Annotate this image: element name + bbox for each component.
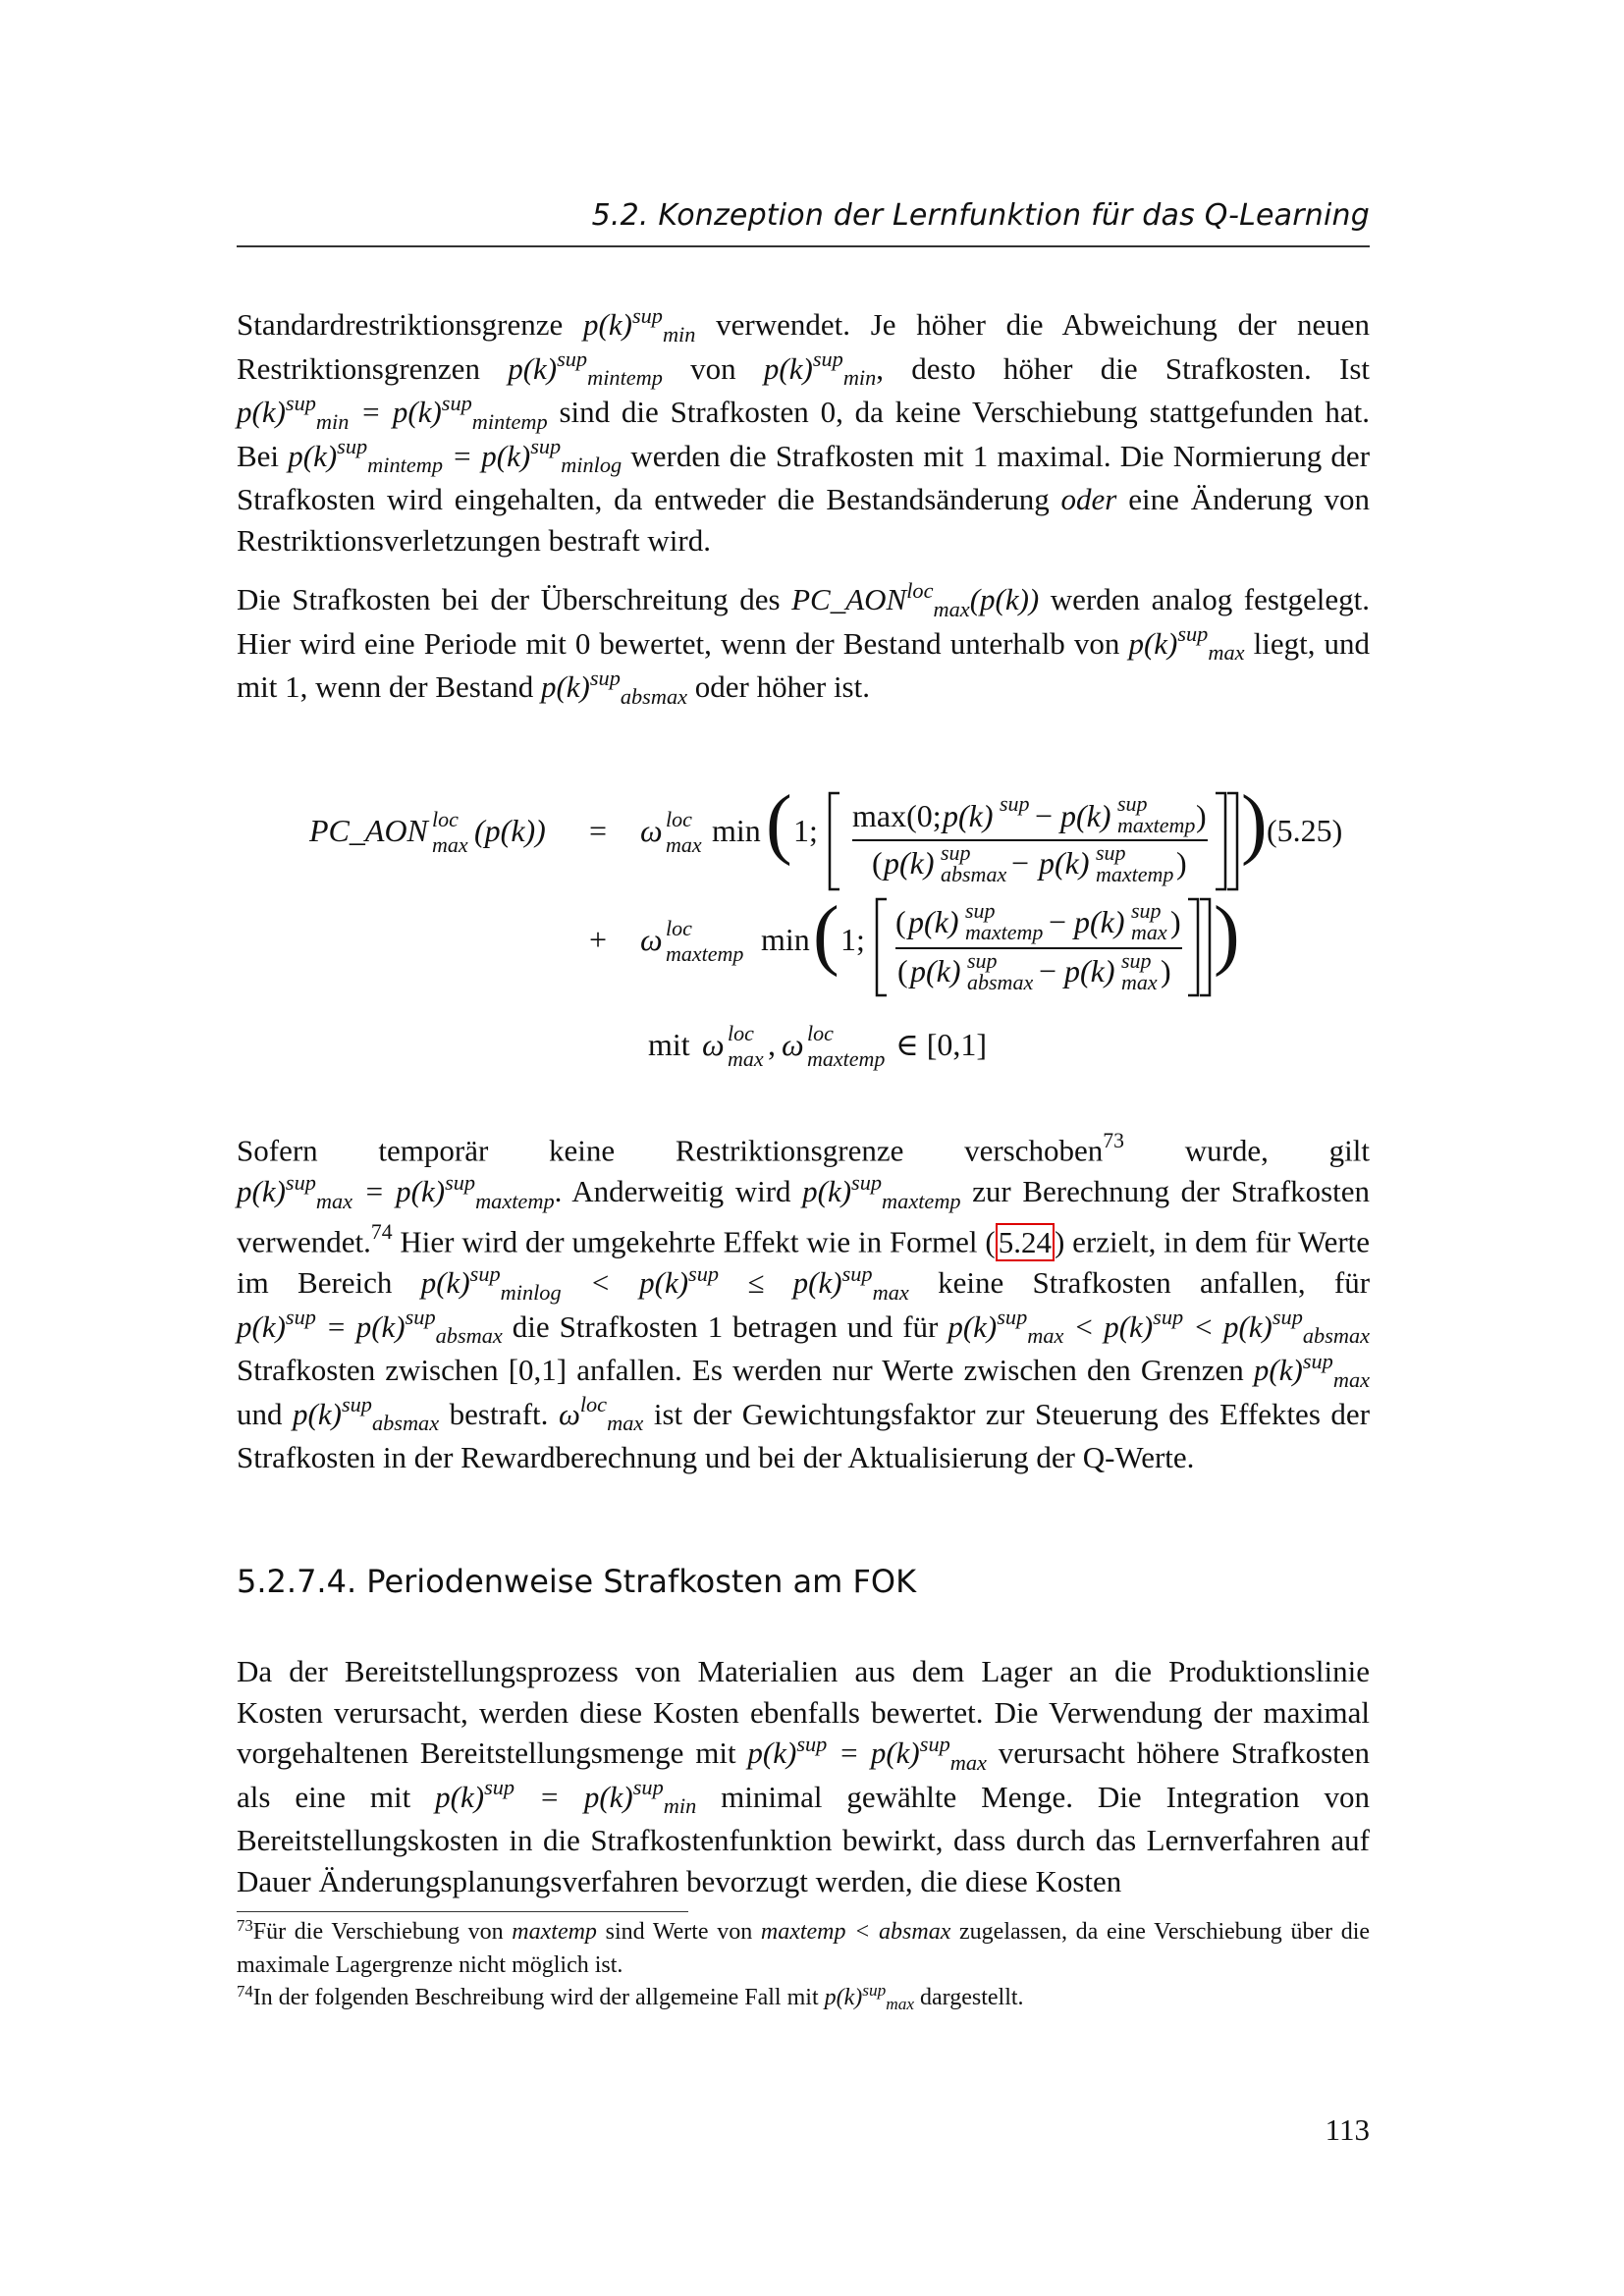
svg-text:p(k): p(k)	[884, 845, 935, 881]
svg-text:p(k): p(k)	[1074, 904, 1125, 939]
svg-text:sup: sup	[1117, 791, 1148, 816]
page-number: 113	[1325, 2112, 1370, 2147]
svg-text:): )	[1214, 891, 1240, 978]
running-title: 5.2. Konzeption der Lernfunktion für das Q-Learning	[591, 198, 1370, 233]
svg-text:p(k): p(k)	[1064, 953, 1115, 988]
svg-text:ω: ω	[640, 813, 663, 848]
svg-text:loc: loc	[666, 916, 692, 940]
svg-text:(: (	[895, 904, 906, 939]
svg-text:sup: sup	[1121, 948, 1152, 973]
svg-text:max(0;: max(0;	[852, 798, 942, 833]
svg-text:loc: loc	[666, 807, 692, 831]
svg-text:p(k): p(k)	[910, 953, 961, 988]
svg-text:): )	[1161, 953, 1171, 988]
svg-text:1;: 1;	[840, 922, 865, 957]
svg-text:(: (	[766, 780, 792, 867]
svg-text:−: −	[1011, 845, 1030, 881]
svg-text:absmax: absmax	[967, 970, 1034, 994]
svg-text:p(k): p(k)	[1039, 845, 1090, 881]
svg-text:max: max	[728, 1046, 764, 1071]
footnote-ref-74[interactable]: 74	[370, 1220, 393, 1245]
svg-text:): )	[1241, 780, 1268, 867]
svg-text:p(k): p(k)	[908, 904, 959, 939]
svg-text:(: (	[872, 845, 883, 881]
svg-text:−: −	[1039, 953, 1057, 988]
paragraph-3: Sofern temporär keine Restriktionsgrenze verschoben$^{73}$ wurde, gilt $p(k)^{sup}_{max} = p(k)^{sup}_{maxtemp}$. Anderweitig wird $p(k)^{sup}_{maxtemp}$ zur Berechnung der Strafkosten verwendet.$^{74}$ Hier wird der umgekehrte Effekt wie in Formel (5.24) erzielt, in dem für Werte im Bereich $p(k)^{sup}_{minlog} < p(k)^{sup} \le p(k)^{sup}_{max}$ keine Strafkosten anfallen, für $p(k)^{sup} = p(k)^{sup}_{absmax}$ die Strafkosten 1 betragen und für $p(k)^{sup}_{max} < p(k)^{sup} < p(k)^{sup}_{absmax}$ Strafkosten zwischen [0,1] anfallen. Es werden nur Werte zwischen den Grenzen $p(k)^{sup}_{max}$ und $p(k)^{sup}_{absmax}$ bestraft. $\omega^{loc}_{max}$ ist der Gewichtungsfaktor zur Steuerung des Effektes der Strafkosten in der Rewardberechnung und bei der Aktualisierung der Q-Werte.	[237, 1128, 1371, 1475]
svg-text:mit: mit	[648, 1027, 690, 1062]
svg-text:max: max	[666, 832, 702, 857]
section-heading: 5.2.7.4. Periodenweise Strafkosten am FOK	[237, 1563, 917, 1600]
eq-lhs: PC_AON	[309, 813, 428, 848]
equation-5-25	[295, 775, 1375, 1090]
svg-text:loc: loc	[807, 1021, 834, 1045]
equation-number: (5.25)	[1267, 813, 1343, 848]
svg-text:sup: sup	[1000, 791, 1030, 816]
paragraph-1: Standardrestriktionsgrenze $p(k)^{sup}_{min}$ verwendet. Je höher die Abweichung der neuen Restriktionsgrenzen $p(k)^{sup}_{mintemp}$ von $p(k)^{sup}_{min}$, desto höher die Strafkosten. Ist $p(k)^{sup}_{min} = p(k)^{sup}_{mintemp}$ sind die Strafkosten 0, da keine Verschiebung stattgefunden hat. Bei $p(k)^{sup}_{mintemp} = p(k)^{sup}_{minlog}$ werden die Strafkosten mit 1 maximal. Die Normierung der Strafkosten wird eingehalten, da entweder die Bestandsänderung oder eine Änderung von Restriktionsverletzungen bestraft wird.	[237, 302, 1371, 558]
svg-text:): )	[1170, 904, 1181, 939]
paragraph-4: Da der Bereitstellungsprozess von Materialien aus dem Lager an die Produktionslinie Kosten verursacht, werden diese Kosten ebenfalls bewertet. Die Verwendung der maximal vorgehaltenen Bereitstellungsmenge mit $p(k)^{sup} = p(k)^{sup}_{max}$ verursacht höhere Strafkosten als eine mit $p(k)^{sup} = p(k)^{sup}_{min}$ minimal gewählte Menge. Die Integration von Bereitstellungskosten in die Strafkostenfunktion bewirkt, dass durch das Lernverfahren auf Dauer Änderungsplanungsverfahren bevorzugt werden, die diese Kosten	[237, 1654, 1371, 1898]
footnote-rule	[237, 1911, 688, 1912]
svg-text:loc: loc	[728, 1021, 754, 1045]
footnote-74: $^{74}$In der folgenden Beschreibung wird der allgemeine Fall mit $p(k)^{sup}_{max}$ dargestellt.	[237, 1980, 1024, 2014]
svg-text:max: max	[432, 832, 468, 857]
svg-text:+: +	[589, 922, 608, 957]
running-header	[237, 194, 1370, 247]
svg-text:1;: 1;	[793, 813, 818, 848]
svg-text:ω: ω	[640, 922, 663, 957]
svg-text:max: max	[1131, 920, 1167, 944]
svg-text:ω: ω	[782, 1027, 804, 1062]
svg-text:min: min	[761, 922, 810, 957]
svg-text:(p(k)): (p(k))	[474, 813, 546, 848]
svg-text:max: max	[1121, 970, 1158, 994]
svg-text:sup: sup	[1131, 898, 1162, 923]
formula-reference-link[interactable]: 5.24	[996, 1223, 1055, 1261]
svg-text:maxtemp: maxtemp	[807, 1046, 886, 1071]
svg-text:sup: sup	[1096, 840, 1126, 865]
svg-text:loc: loc	[432, 807, 459, 831]
svg-text:ω: ω	[702, 1027, 725, 1062]
svg-text:−: −	[1035, 798, 1054, 833]
eq-equals: =	[589, 813, 608, 848]
svg-text:): )	[1196, 798, 1207, 833]
svg-text:sup: sup	[965, 898, 996, 923]
svg-text:p(k): p(k)	[943, 798, 994, 833]
paragraph-2: Die Strafkosten bei der Überschreitung des $PC\_AON^{loc}_{max}(p(k))$ werden analog festgelegt. Hier wird eine Periode mit 0 bewertet, wenn der Bestand unterhalb von $p(k)^{sup}_{max}$ liegt, und mit 1, wenn der Bestand $p(k)^{sup}_{absmax}$ oder höher ist.	[237, 577, 1371, 709]
svg-text:maxtemp: maxtemp	[666, 941, 744, 966]
svg-text:−: −	[1049, 904, 1067, 939]
svg-text:p(k): p(k)	[1060, 798, 1111, 833]
svg-text:min: min	[712, 813, 761, 848]
svg-text:,: ,	[768, 1027, 776, 1062]
svg-text:∈ [0,1]: ∈ [0,1]	[895, 1027, 987, 1062]
svg-text:(: (	[813, 891, 839, 978]
svg-text:sup: sup	[967, 948, 998, 973]
svg-text:maxtemp: maxtemp	[965, 920, 1044, 944]
svg-text:absmax: absmax	[941, 862, 1007, 886]
svg-text:maxtemp: maxtemp	[1096, 862, 1174, 886]
svg-text:sup: sup	[941, 840, 971, 865]
svg-text:(: (	[897, 953, 908, 988]
footnote-ref-73[interactable]: 73	[1103, 1128, 1124, 1152]
svg-text:): )	[1176, 845, 1187, 881]
footnote-73: $^{73}$Für die Verschiebung von maxtemp sind Werte von maxtemp < absmax zugelassen, da eine Verschiebung über die maximale Lagergrenze nicht möglich ist.	[237, 1916, 1371, 1978]
svg-text:maxtemp: maxtemp	[1117, 813, 1196, 837]
